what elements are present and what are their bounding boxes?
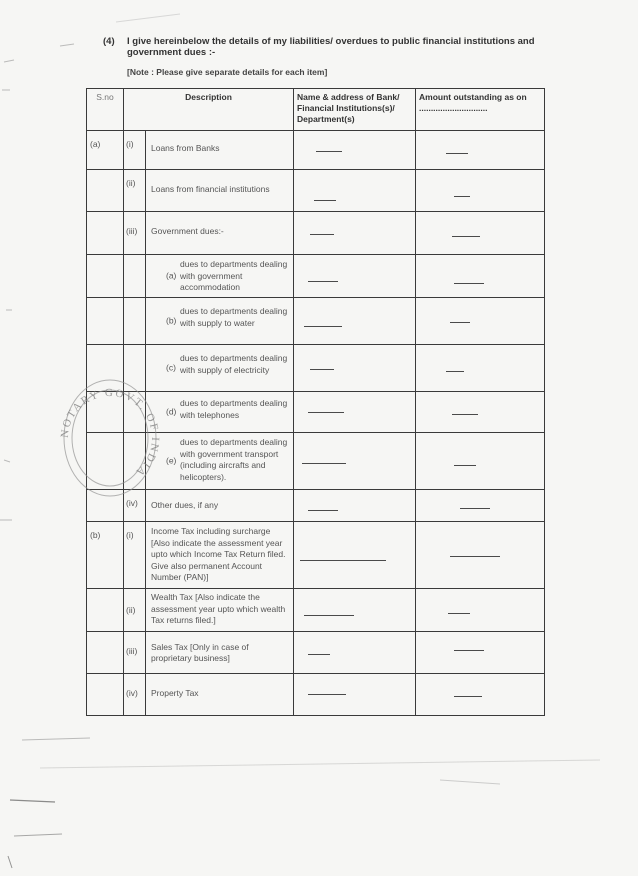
row-roman (124, 255, 146, 298)
name-address-cell (294, 131, 416, 170)
liabilities-table (86, 88, 545, 716)
row-roman: (iii) (124, 212, 146, 255)
blank-dash (450, 322, 470, 323)
table-row (87, 522, 545, 589)
row-roman: (iii) (124, 631, 146, 673)
blank-dash (308, 694, 346, 695)
row-section (87, 255, 124, 298)
blank-dash (454, 650, 484, 651)
blank-dash (316, 151, 342, 152)
row-section: (a) (87, 131, 124, 170)
blank-dash (308, 654, 330, 655)
stamp-text: NOTARY GOVT. OF INDIA (58, 386, 162, 480)
row-roman: (i) (124, 131, 146, 170)
row-description: Property Tax (151, 687, 199, 698)
row-roman: (iv) (124, 673, 146, 715)
row-section (87, 298, 124, 345)
blank-dash (446, 153, 468, 154)
row-roman (124, 392, 146, 433)
table-row (87, 255, 545, 298)
blank-dash (310, 234, 334, 235)
blank-dash (300, 560, 386, 561)
row-description (146, 255, 293, 297)
table-row (87, 170, 545, 212)
row-letter: (d) (166, 406, 177, 417)
row-section (87, 631, 124, 673)
table-row (87, 490, 545, 522)
heading-number: (4) (103, 36, 115, 47)
row-letter: (e) (166, 455, 177, 466)
header-description: Description (124, 89, 294, 131)
row-letter: (a) (166, 270, 177, 281)
row-description: Loans from Banks (151, 143, 220, 153)
blank-dash (308, 510, 338, 511)
blank-dash (454, 283, 484, 284)
row-roman: (i) (124, 522, 146, 589)
blank-dash (308, 281, 338, 282)
row-description: Other dues, if any (151, 500, 219, 510)
row-roman (124, 345, 146, 392)
blank-dash (308, 412, 344, 413)
row-roman: (ii) (124, 589, 146, 632)
blank-dash (452, 414, 478, 415)
row-description: Sales Tax [Only in case of proprietary business] (151, 641, 249, 663)
amount-cell (416, 131, 545, 170)
row-section (87, 212, 124, 255)
blank-dash (454, 196, 470, 197)
row-description: Wealth Tax [Also indicate the assessment year upto which wealth Tax returns filed.] (151, 592, 286, 625)
row-roman: (ii) (124, 170, 146, 212)
blank-dash (454, 465, 476, 466)
table-row (87, 631, 545, 673)
row-roman (124, 298, 146, 345)
row-letter: (b) (166, 315, 177, 326)
row-section (87, 345, 124, 392)
note-text: [Note : Please give separate details for each item] (127, 67, 328, 77)
row-text: dues to departments dealing with telephones (180, 398, 288, 420)
blank-dash (448, 613, 470, 614)
table-header-row (87, 89, 545, 131)
blank-dash (452, 236, 480, 237)
blank-dash (304, 615, 354, 616)
row-description (146, 433, 293, 489)
table-row (87, 131, 545, 170)
table-row (87, 345, 545, 392)
table-row (87, 673, 545, 715)
row-letter: (c) (166, 362, 176, 373)
blank-dash (454, 696, 482, 697)
row-section (87, 433, 124, 490)
table-row (87, 392, 545, 433)
table-row (87, 589, 545, 632)
blank-dash (314, 200, 336, 201)
row-section (87, 490, 124, 522)
table-row (87, 433, 545, 490)
row-section: (b) (87, 522, 124, 589)
blank-dash (450, 556, 500, 557)
row-text: dues to departments dealing with government transport (including aircrafts and helicopters). (180, 437, 288, 482)
heading-text: I give hereinbelow the details of my liabilities/ overdues to public financial institutions and government dues :- (127, 36, 535, 58)
row-description: Income Tax including surcharge [Also indicate the assessment year upto which Income Tax Return filed. Give also permanent Account Number (PAN)] (151, 526, 286, 582)
row-description (146, 345, 293, 391)
blank-dash (446, 371, 464, 372)
row-text: dues to departments dealing with supply to water (180, 306, 288, 328)
table-row (87, 298, 545, 345)
row-section (87, 673, 124, 715)
blank-dash (460, 508, 490, 509)
row-description (146, 298, 293, 344)
row-description (146, 392, 293, 432)
row-roman (124, 433, 146, 490)
table-row (87, 212, 545, 255)
row-text: dues to departments dealing with supply of electricity (180, 353, 288, 375)
row-section (87, 392, 124, 433)
row-roman: (iv) (124, 490, 146, 522)
row-section (87, 589, 124, 632)
header-sno: S.no (87, 89, 124, 131)
header-name-address: Name & address of Bank/ Financial Institutions(s)/ Department(s) (294, 89, 416, 131)
row-description: Loans from financial institutions (151, 184, 270, 194)
blank-dash (304, 326, 342, 327)
blank-dash (302, 463, 346, 464)
row-section (87, 170, 124, 212)
blank-dash (310, 369, 334, 370)
row-description: Government dues:- (151, 226, 224, 236)
header-amount: Amount outstanding as on ............................. (416, 89, 545, 131)
row-text: dues to departments dealing with government accommodation (180, 259, 288, 292)
